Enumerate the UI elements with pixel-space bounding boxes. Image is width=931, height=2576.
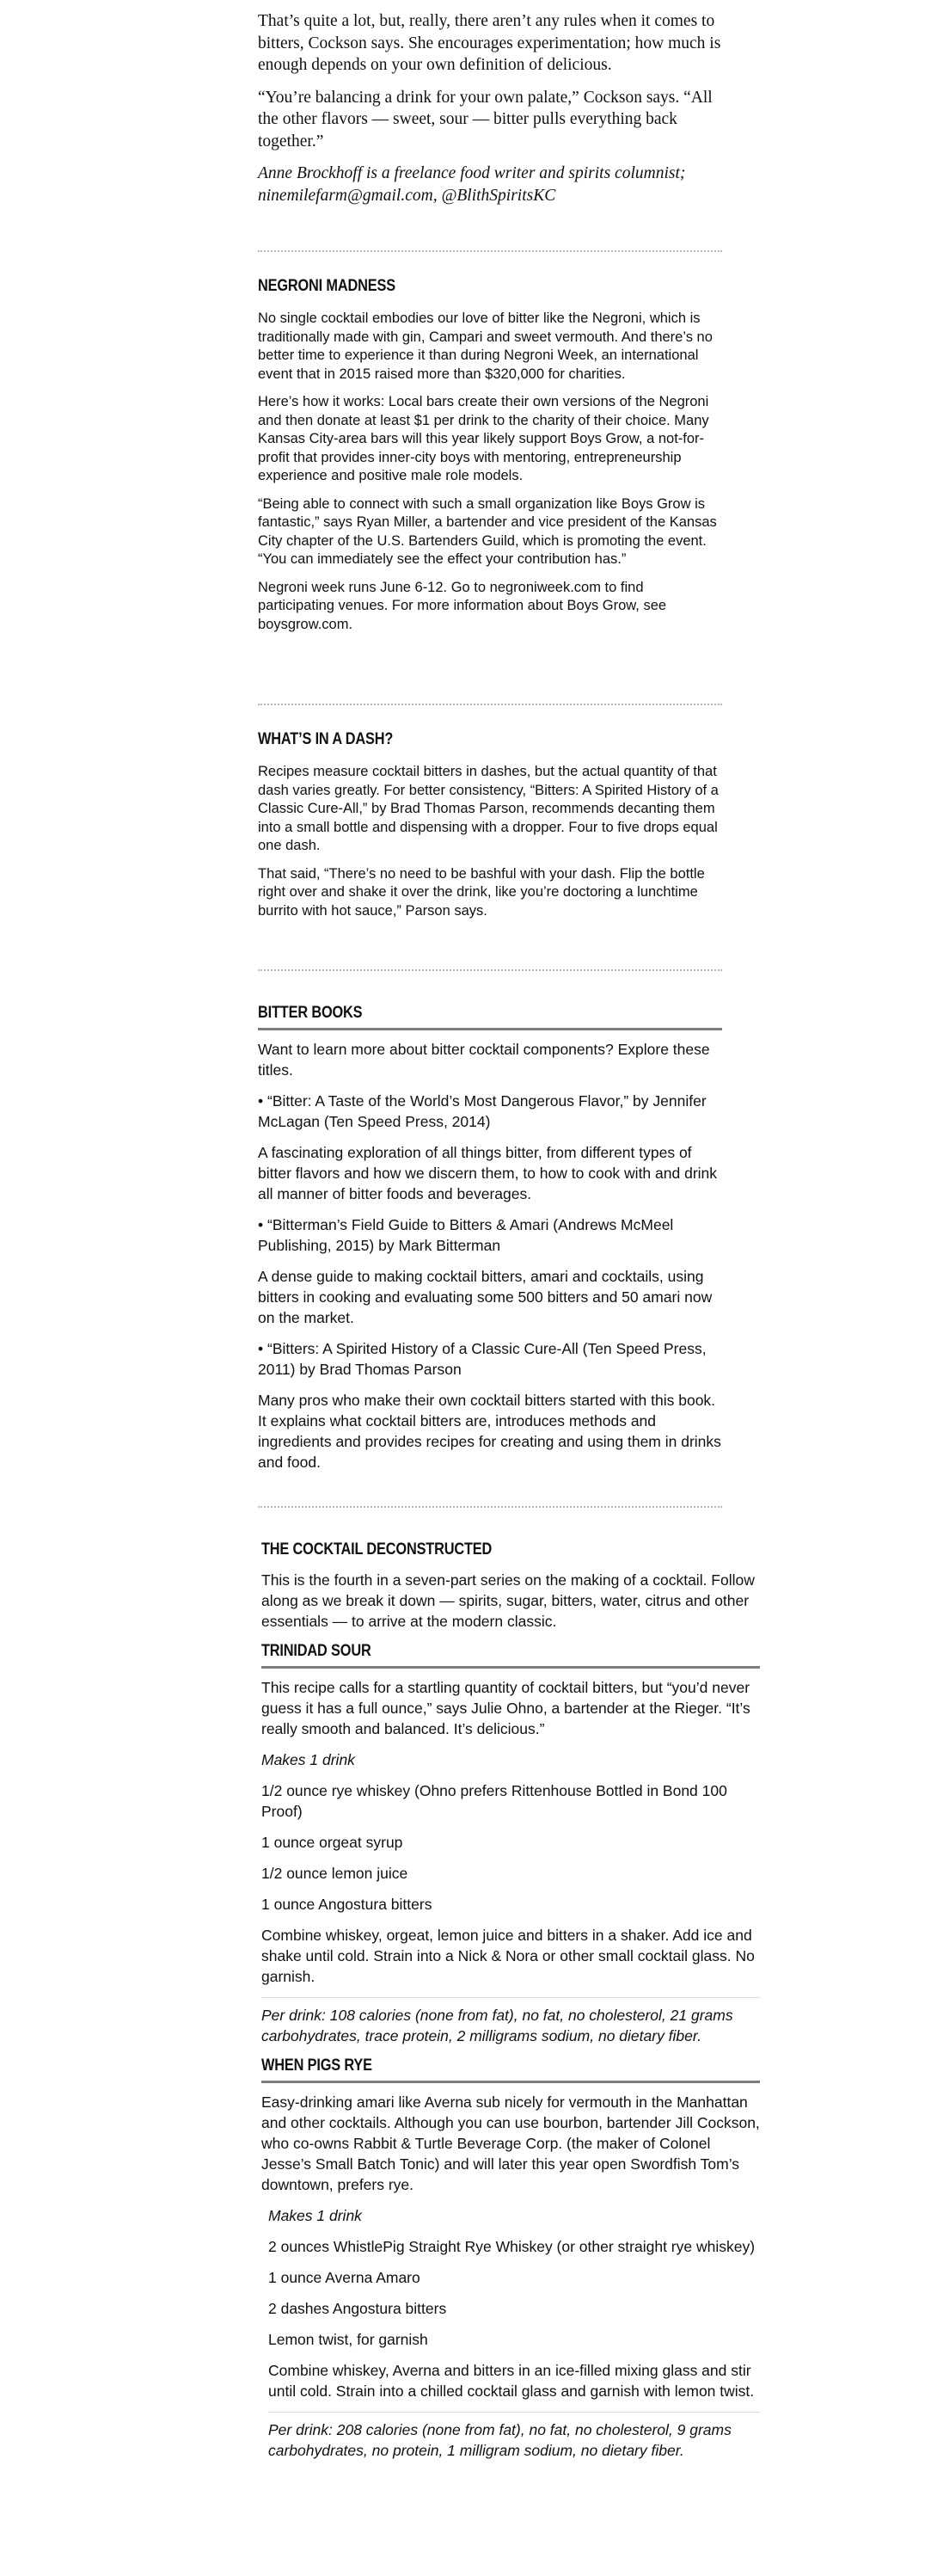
ingredient-item: 1 ounce Averna Amaro <box>268 2269 420 2286</box>
trinidad-nutrition: Per drink: 108 calories (none from fat), no fat, no cholesterol, 21 grams carbohydrates, trace protein, 2 milligrams sodium, no dietary fiber. <box>261 2007 733 2044</box>
ingredient-item: 2 ounces WhistlePig Straight Rye Whiskey (or other straight rye whiskey) <box>268 2238 756 2255</box>
trinidad-intro: This recipe calls for a startling quantity of cocktail bitters, but “you’d never guess it has a full ounce,” says Julie Ohno, a bartender at the Rieger. “It’s really smooth and balanced. It’s delicious.” <box>261 1679 750 1737</box>
dash-paragraph: Recipes measure cocktail bitters in dashes, but the actual quantity of that dash varies greatly. For better consistency, “Bitters: A Spirited History of a Classic Cure-All,” by Brad Thomas Parson, recommends decanting them into a small bottle and dispensing with a dropper. Four to five drops equal one dash. <box>258 764 719 853</box>
author-byline: Anne Brockhoff is a freelance food writer and spirits columnist; ninemilefarm@gmail.com, @BlithSpiritsKC <box>258 164 686 205</box>
section-divider <box>258 704 722 705</box>
ingredient-item: 1/2 ounce rye whiskey (Ohno prefers Rittenhouse Bottled in Bond 100 Proof) <box>261 1782 727 1820</box>
section-divider <box>258 250 722 252</box>
heading-rule <box>261 1666 760 1669</box>
trinidad-heading: TRINIDAD SOUR <box>261 1642 371 1660</box>
trinidad-yield: Makes 1 drink <box>261 1751 355 1768</box>
dash-section <box>258 730 722 930</box>
book-description: A dense guide to making cocktail bitters, amari and cocktails, using bitters in cooking and evaluating some 500 bitters and 50 amari now on the market. <box>258 1268 713 1326</box>
book-description: Many pros who make their own cocktail bitters started with this book. It explains what cocktail bitters are, introduces methods and ingredients and provides recipes for creating and using them in drinks and food. <box>258 1392 721 1471</box>
negroni-paragraph: Negroni week runs June 6-12. Go to negroniweek.com to find participating venues. For more information about Boys Grow, see boysgrow.com. <box>258 579 667 632</box>
ingredient-item: Lemon twist, for garnish <box>268 2331 428 2348</box>
section-divider <box>258 1506 722 1508</box>
series-intro: This is the fourth in a seven-part series on the making of a cocktail. Follow along as we break it down — spirits, sugar, bitters, water, citrus and other essentials — to arrive at the modern classic. <box>261 1571 755 1630</box>
negroni-heading: NEGRONI MADNESS <box>258 277 395 295</box>
negroni-paragraph: Here’s how it works: Local bars create their own versions of the Negroni and then donate at least $1 per drink to the charity of their choice. Many Kansas City-area bars will this year likely support Boys Grow, a not-for-profit that provides inner-city boys with mentoring, entrepreneurship experience and positive male role models. <box>258 394 709 483</box>
intro-quote: “You’re balancing a drink for your own palate,” Cockson says. “All the other flavors — sweet, sour — bitter pulls everything back together.” <box>258 88 713 151</box>
ingredient-item: 2 dashes Angostura bitters <box>268 2300 447 2317</box>
pigs-intro: Easy-drinking amari like Averna sub nicely for vermouth in the Manhattan and other cocktails. Although you can use bourbon, bartender Jill Cockson, who co-owns Rabbit & Turtle Beverage Corp. (the maker of Colonel Jesse’s Small Batch Tonic) and will later this year open Swordfish Tom’s downtown, prefers rye. <box>261 2093 760 2193</box>
intro-paragraph: That’s quite a lot, but, really, there aren’t any rules when it comes to bitters, Cockson says. She encourages experimentation; how much is enough depends on your own definition of delicious. <box>258 12 721 74</box>
book-description: A fascinating exploration of all things bitter, from different types of bitter flavors and how we discern them, to how to cook with and drink all manner of bitter foods and beverages. <box>258 1144 718 1202</box>
negroni-paragraph: “Being able to connect with such a small organization like Boys Grow is fantastic,” says Ryan Miller, a bartender and vice president of the Kansas City chapter of the U.S. Bartenders Guild, which is promoting the event. “You can immediately see the effect your contribution has.” <box>258 495 717 567</box>
pigs-recipe <box>268 2205 760 2461</box>
deconstructed-section <box>261 1540 760 2471</box>
books-intro: Want to learn more about bitter cocktail components? Explore these titles. <box>258 1041 710 1079</box>
ingredient-item: 1 ounce Angostura bitters <box>261 1896 432 1913</box>
heading-rule <box>261 2081 760 2083</box>
book-title: • “Bitterman’s Field Guide to Bitters & Amari (Andrews McMeel Publishing, 2015) by Mark Bitterman <box>258 1216 674 1254</box>
trinidad-directions: Combine whiskey, orgeat, lemon juice and bitters in a shaker. Add ice and shake until cold. Strain into a Nick & Nora or other small cocktail glass. No garnish. <box>261 1927 755 1985</box>
nutrition-divider <box>261 1997 760 1998</box>
pigs-yield: Makes 1 drink <box>268 2207 362 2224</box>
dash-paragraph: That said, “There’s no need to be bashful with your dash. Flip the bottle right over and shake it over the drink, like you’re doctoring a lunchtime burrito with hot sauce,” Parson says. <box>258 865 705 919</box>
pigs-heading: WHEN PIGS RYE <box>261 2056 372 2075</box>
negroni-section <box>258 277 722 643</box>
pigs-nutrition: Per drink: 208 calories (none from fat), no fat, no cholesterol, 9 grams carbohydrates, no protein, 1 milligram sodium, no dietary fiber. <box>268 2421 732 2459</box>
nutrition-divider <box>268 2412 760 2413</box>
section-divider <box>258 969 722 971</box>
negroni-paragraph: No single cocktail embodies our love of bitter like the Negroni, which is traditionally made with gin, Campari and sweet vermouth. And there’s no better time to experience it than during Negroni Week, an international event that in 2015 raised more than $320,000 for charities. <box>258 310 713 382</box>
ingredient-item: 1/2 ounce lemon juice <box>261 1865 408 1882</box>
book-title: • “Bitter: A Taste of the World’s Most Dangerous Flavor,” by Jennifer McLagan (Ten Speed Press, 2014) <box>258 1092 707 1130</box>
deconstructed-heading: THE COCKTAIL DECONSTRUCTED <box>261 1540 493 1559</box>
heading-rule <box>258 1028 722 1030</box>
dash-heading: WHAT’S IN A DASH? <box>258 730 394 748</box>
pigs-directions: Combine whiskey, Averna and bitters in an ice-filled mixing glass and stir until cold. Strain into a chilled cocktail glass and garnish with lemon twist. <box>268 2362 755 2400</box>
intro-section <box>258 10 722 206</box>
ingredient-item: 1 ounce orgeat syrup <box>261 1834 403 1851</box>
books-heading: BITTER BOOKS <box>258 1004 363 1022</box>
book-title: • “Bitters: A Spirited History of a Classic Cure-All (Ten Speed Press, 2011) by Brad Thomas Parson <box>258 1340 707 1378</box>
books-section <box>258 1004 722 1483</box>
